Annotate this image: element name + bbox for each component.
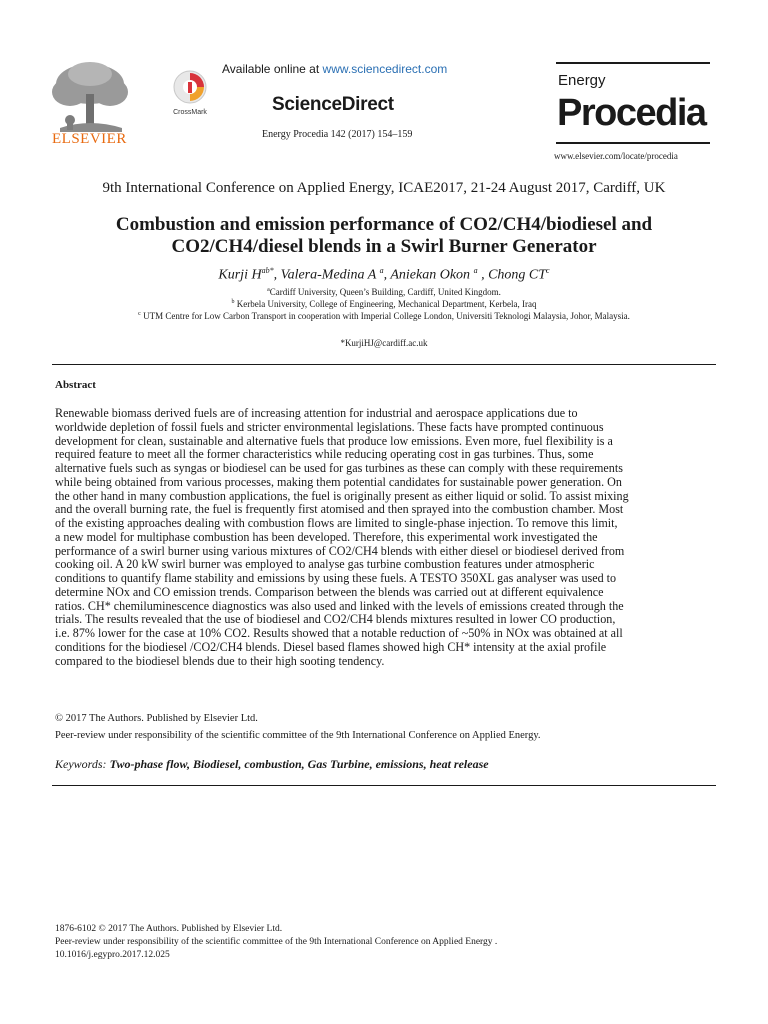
journal-url[interactable]: www.elsevier.com/locate/procedia <box>554 151 678 161</box>
conference-line: 9th International Conference on Applied Energy, ICAE2017, 21-24 August 2017, Cardiff, UK <box>102 180 666 196</box>
abstract-line: conditions for the biodiesel /CO2/CH4 blends. Diesel based flames showed high CH* intensity at the axial profile <box>55 639 607 654</box>
author-affil-mark: a <box>473 266 478 275</box>
abstract-line: alternative fuels such as syngas or biodiesel can be used for gas turbines as these can comply with these requirements <box>55 461 623 475</box>
author-list <box>0 266 768 284</box>
author-affil-mark: a <box>379 266 384 275</box>
journal-logo-top-rule <box>556 62 710 64</box>
paper-title-line: CO2/CH4/diesel blends in a Swirl Burner Generator <box>171 236 597 257</box>
author-separator: , <box>477 267 489 283</box>
abstract-line: a new model for multiphase combustion has been developed. Therefore, this experimental work investigated the <box>55 529 598 544</box>
keywords <box>55 757 489 772</box>
crossmark-icon <box>173 70 207 104</box>
crossmark-label: CrossMark <box>173 109 207 116</box>
author-affil-mark: c <box>546 266 550 275</box>
section-divider <box>52 364 716 365</box>
paper-title-line: Combustion and emission performance of CO2/CH4/biodiesel and <box>115 214 653 235</box>
abstract-line: development for clean, sustainable and alternative fuels that produce low emissions. Even more, fuel flexibility is a <box>55 433 613 448</box>
author-name: Chong CT <box>488 267 547 283</box>
abstract-line: determine NOx and CO emission trends. Comparison between the blends was carried out at different equivalence <box>55 584 604 599</box>
available-online <box>222 62 447 76</box>
copyright-notice: © 2017 The Authors. Published by Elsevier Ltd. <box>55 713 258 724</box>
elsevier-wordmark: ELSEVIER <box>52 131 127 147</box>
affiliation-mark: b <box>231 299 235 305</box>
paper-title <box>40 214 728 258</box>
author-name: Kurji H <box>218 267 262 283</box>
affiliation <box>0 299 768 309</box>
abstract-line: while being obtained from various processes, making them potential candidates for sustainable power generation. On <box>55 474 622 489</box>
affiliation-text: UTM Centre for Low Carbon Transport in cooperation with Imperial College London, Universiti Teknologi Malaysia, Johor, Malaysia. <box>140 311 630 321</box>
abstract-heading: Abstract <box>55 379 96 391</box>
abstract-line: trials. The results revealed that the use of biodiesel and CO2/CH4 blends mixtures resulted in lower CO production, <box>55 612 616 627</box>
affiliation-mark: a <box>267 287 270 293</box>
section-divider <box>52 785 716 786</box>
author-name: Valera-Medina A <box>280 267 380 283</box>
abstract-line: cooking oil. A 20 kW swirl burner was employed to analyse gas turbine combustion features under atmospheric <box>55 557 595 572</box>
abstract-line: and the overall burning rate, the fuel is frequently first atomised and then sprayed into the combustion chamber. Most <box>55 502 624 517</box>
corresponding-email[interactable]: *KurjiHJ@cardiff.ac.uk <box>340 338 428 348</box>
author-name: Aniekan Okon <box>390 267 474 283</box>
abstract-line: required feature to meet all the former characteristics while reducing operating cost in gas turbines. Thus, some <box>55 447 594 462</box>
abstract-line: ratios. CH* chemiluminescence diagnostics was also used and linked with the levels of emissions created through the <box>55 598 624 613</box>
journal-logo-energy: Energy <box>558 72 606 89</box>
abstract-line: conditions to quantify flame stability and emissions by using these fuels. A TESTO 350XL gas analyser was used to <box>55 571 617 585</box>
abstract-body <box>55 407 714 668</box>
abstract-line: the other hand in many combustion applications, the fuel is originally present as either liquid or solid. To assist mixing <box>55 488 629 503</box>
footer-peer-review: Peer-review under responsibility of the scientific committee of the 9th International Conference on Applied Energy . <box>55 937 498 947</box>
abstract-line: of the existing approaches dealing with combustion flows are limited to single-phase injection. To remove this limit, <box>55 516 618 530</box>
journal-logo-procedia: Procedia <box>557 92 706 134</box>
available-prefix: Available online at <box>222 62 323 76</box>
author-separator: , <box>383 267 391 283</box>
crossmark-badge[interactable] <box>168 70 212 116</box>
sciencedirect-wordmark: ScienceDirect <box>272 94 394 115</box>
peer-review-notice: Peer-review under responsibility of the scientific committee of the 9th International Conference on Applied Energy. <box>55 730 541 741</box>
journal-reference: Energy Procedia 142 (2017) 154–159 <box>262 129 413 140</box>
abstract-line: i.e. 87% lower for the case at 10% CO2. Results showed that a notable reduction of ~50% in NOx was obtained at all <box>55 626 623 640</box>
footer-doi[interactable]: 10.1016/j.egypro.2017.12.025 <box>55 950 170 960</box>
keywords-label: Keywords: <box>55 757 110 771</box>
affiliation-text: Cardiff University, Queen’s Building, Cardiff, United Kingdom. <box>269 287 501 297</box>
journal-logo-bottom-rule <box>556 142 710 144</box>
keywords-value: Two-phase flow, Biodiesel, combustion, Gas Turbine, emissions, heat release <box>109 757 489 771</box>
abstract-line: compared to the biodiesel blends due to their high sooting tendency. <box>55 653 385 668</box>
footer-issn: 1876-6102 © 2017 The Authors. Published by Elsevier Ltd. <box>55 924 283 934</box>
abstract-line: Renewable biomass derived fuels are of increasing attention for industrial and aerospace applications due to <box>55 406 578 420</box>
affiliation <box>0 287 768 297</box>
affiliation-text: Kerbela University, College of Engineering, Mechanical Department, Kerbela, Iraq <box>234 299 537 309</box>
author-affil-mark: ab* <box>261 266 274 275</box>
sciencedirect-link[interactable]: www.sciencedirect.com <box>322 62 448 76</box>
author-separator: , <box>273 267 281 283</box>
abstract-line: worldwide depletion of fossil fuels and stricter environmental legislations. These facts have prompted continuous <box>55 419 604 434</box>
abstract-line: performance of a swirl burner using various mixtures of CO2/CH4 blends with either diesel or biodiesel derived from <box>55 543 625 558</box>
affiliation-mark: c <box>138 311 141 317</box>
affiliation <box>0 311 768 321</box>
